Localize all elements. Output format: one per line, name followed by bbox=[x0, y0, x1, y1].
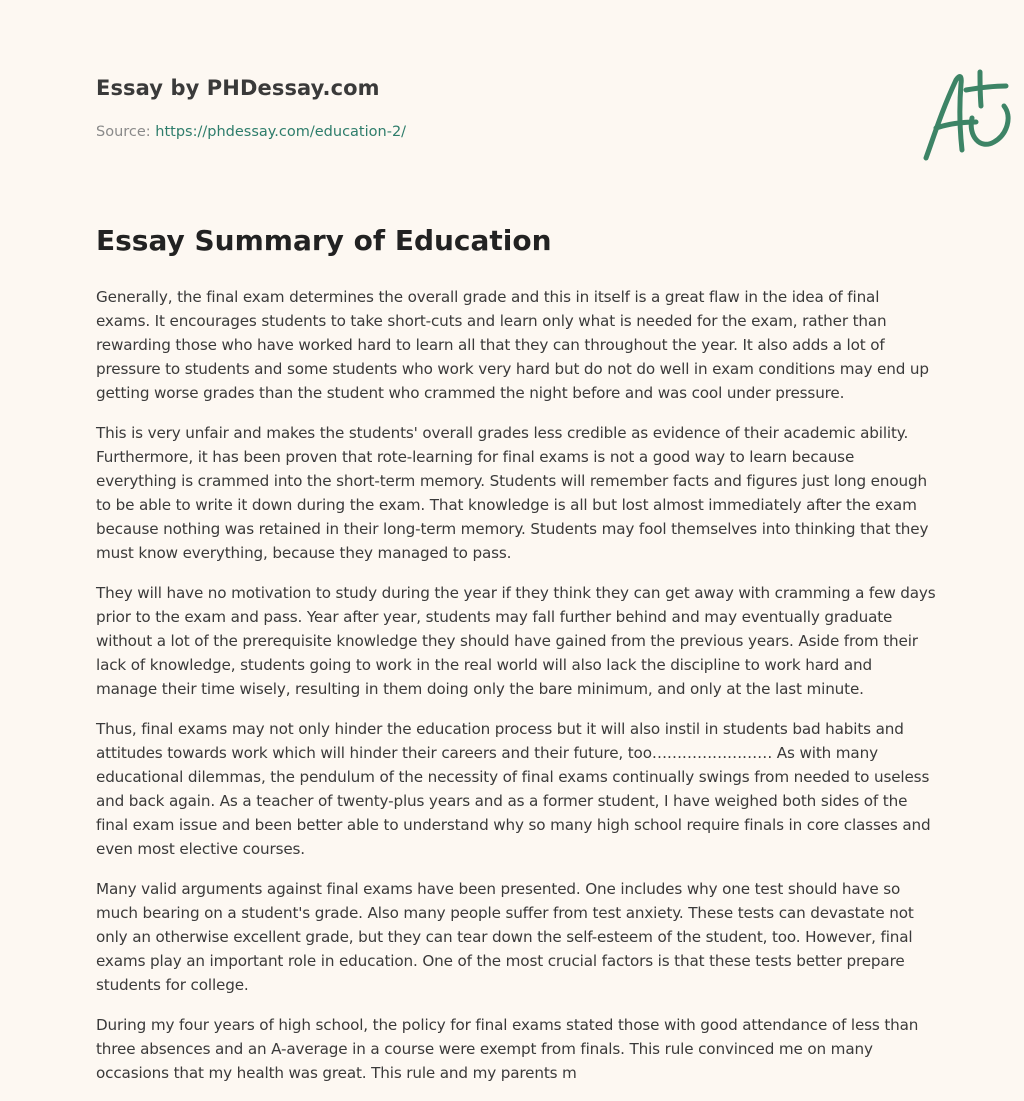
essay-paragraph: During my four years of high school, the policy for final exams stated those with good attendance of less than three absences and an A-average in a course were exempt from finals. This rule convinced me on many occasions that my health was great. This rule and my parents m bbox=[96, 1016, 919, 1082]
essay-paragraph: Many valid arguments against final exams have been presented. One includes why one test should have so much bearing on a student's grade. Also many people suffer from test anxiety. These tests can devastate not only an otherwise excellent grade, but they can tear down the self-esteem of the student, too. However, final exams play an important role in education. One of the most crucial factors is that these tests better prepare students for college. bbox=[96, 880, 914, 994]
a-plus-logo bbox=[916, 66, 1020, 162]
source-link[interactable]: https://phdessay.com/education-2/ bbox=[155, 124, 407, 140]
essay-paragraph: This is very unfair and makes the students' overall grades less credible as evidence of their academic ability. Furthermore, it has been proven that rote-learning for final exams is not a good way to learn because everything is crammed into the short-term memory. Students will remember facts and figures just long enough to be able to write it down during the exam. That knowledge is all but lost almost immediately after the exam because nothing was retained in their long-term memory. Students may fool themselves into thinking that they must know everything, because they managed to pass. bbox=[96, 424, 929, 562]
essay-title: Essay Summary of Education bbox=[96, 224, 552, 257]
site-brand: Essay by PHDessay.com bbox=[96, 76, 380, 100]
source-line bbox=[96, 124, 406, 140]
source-label: Source: bbox=[96, 124, 156, 140]
essay-body bbox=[96, 285, 936, 1101]
essay-paragraph: Generally, the final exam determines the overall grade and this in itself is a great flaw in the idea of final exams. It encourages students to take short-cuts and learn only what is needed for the exam, rather than rewarding those who have worked hard to learn all that they can throughout the year. It also adds a lot of pressure to students and some students who work very hard but do not do well in exam conditions may end up getting worse grades than the student who crammed the night before and was cool under pressure. bbox=[96, 288, 929, 402]
essay-paragraph: They will have no motivation to study during the year if they think they can get away with cramming a few days prior to the exam and pass. Year after year, students may fall further behind and may eventually graduate without a lot of the prerequisite knowledge they should have gained from the previous years. Aside from their lack of knowledge, students going to work in the real world will also lack the discipline to work hard and manage their time wisely, resulting in them doing only the bare minimum, and only at the last minute. bbox=[96, 584, 936, 698]
essay-paragraph: Thus, final exams may not only hinder the education process but it will also instil in students bad habits and attitudes towards work which will hinder their careers and their future, too…………………… As with many educational dilemmas, the pendulum of the necessity of final exams continually swings from needed to useless and back again. As a teacher of twenty-plus years and as a former student, I have weighed both sides of the final exam issue and been better able to understand why so many high school require finals in core classes and even most elective courses. bbox=[96, 720, 931, 858]
